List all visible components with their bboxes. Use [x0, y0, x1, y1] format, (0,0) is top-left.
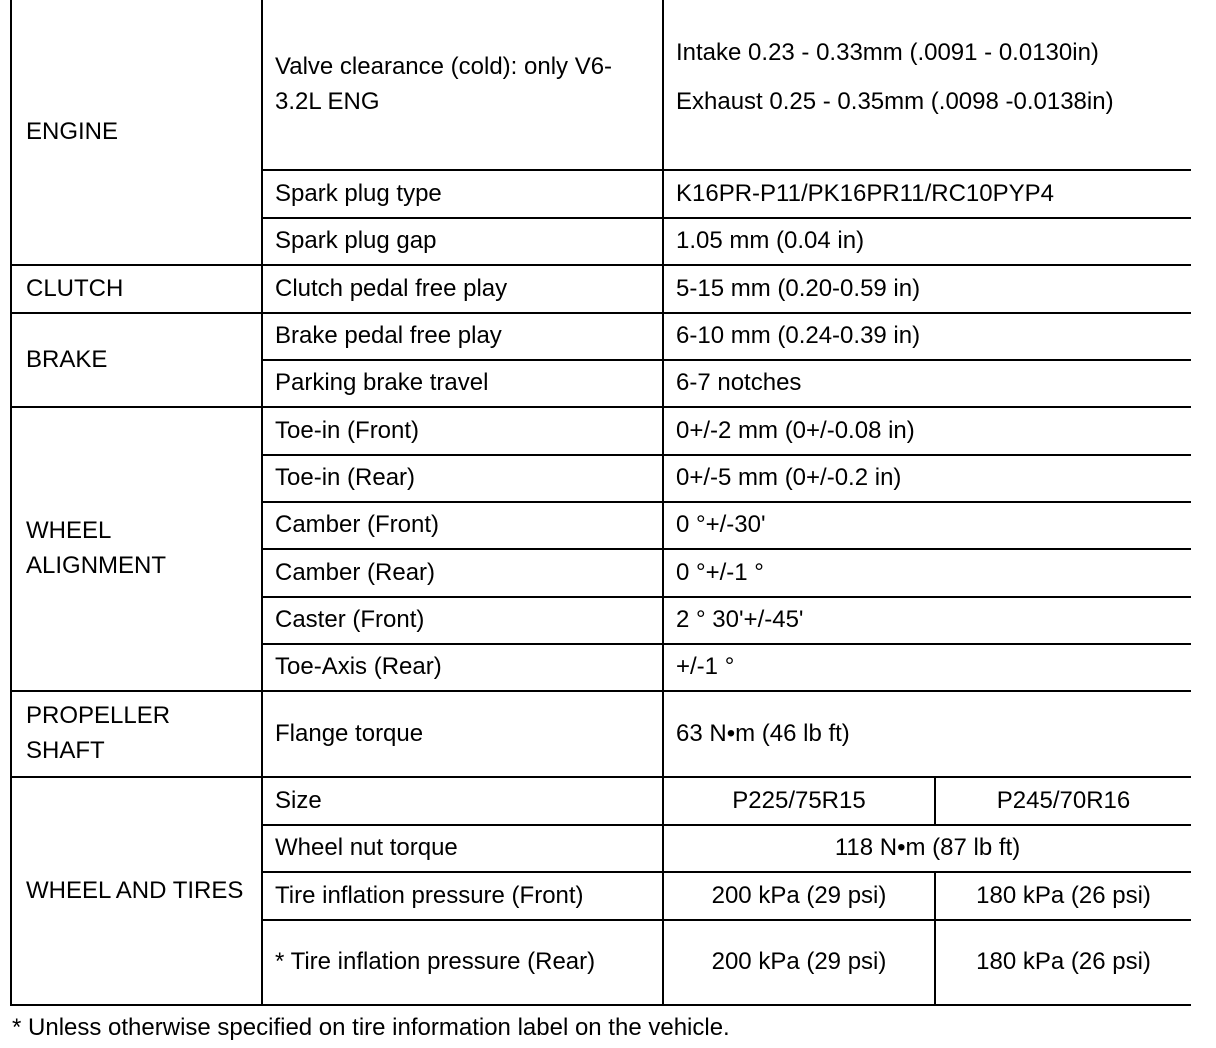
value-caster-front: 2 ° 30'+/-45' — [663, 597, 1191, 644]
item-toe-in-rear: Toe-in (Rear) — [262, 455, 663, 502]
value-clutch-free-play: 5-15 mm (0.20-0.59 in) — [663, 265, 1191, 313]
item-caster-front: Caster (Front) — [262, 597, 663, 644]
item-tire-size: Size — [262, 777, 663, 825]
category-wheel-and-tires: WHEEL AND TIRES — [11, 777, 262, 1005]
table-row — [11, 0, 1191, 170]
value-parking-brake-travel: 6-7 notches — [663, 360, 1191, 407]
item-toe-axis-rear: Toe-Axis (Rear) — [262, 644, 663, 691]
category-wheel-alignment: WHEEL ALIGNMENT — [11, 407, 262, 691]
item-tire-pressure-front: Tire inflation pressure (Front) — [262, 872, 663, 920]
category-clutch: CLUTCH — [11, 265, 262, 313]
category-brake: BRAKE — [11, 313, 262, 407]
value-valve-exhaust: Exhaust 0.25 - 0.35mm (.0098 -0.0138in) — [676, 87, 1114, 115]
value-camber-rear: 0 °+/-1 ° — [663, 549, 1191, 597]
item-clutch-free-play: Clutch pedal free play — [262, 265, 663, 313]
table-row — [11, 313, 1191, 360]
value-tire-size-b: P245/70R16 — [935, 777, 1191, 825]
value-valve-clearance — [663, 0, 1191, 170]
table-row — [11, 265, 1191, 313]
table-row — [11, 777, 1191, 825]
item-brake-pedal-free-play: Brake pedal free play — [262, 313, 663, 360]
item-toe-in-front: Toe-in (Front) — [262, 407, 663, 455]
table-row — [11, 691, 1191, 777]
value-camber-front: 0 °+/-30' — [663, 502, 1191, 549]
table-row — [11, 407, 1191, 455]
item-flange-torque: Flange torque — [262, 691, 663, 777]
value-brake-pedal-free-play: 6-10 mm (0.24-0.39 in) — [663, 313, 1191, 360]
item-camber-rear: Camber (Rear) — [262, 549, 663, 597]
value-valve-intake: Intake 0.23 - 0.33mm (.0091 - 0.0130in) — [676, 38, 1099, 66]
value-flange-torque: 63 N•m (46 lb ft) — [663, 691, 1191, 777]
value-tire-pressure-rear-a: 200 kPa (29 psi) — [663, 920, 935, 1005]
value-toe-in-rear: 0+/-5 mm (0+/-0.2 in) — [663, 455, 1191, 502]
value-spark-plug-type: K16PR-P11/PK16PR11/RC10PYP4 — [663, 170, 1191, 218]
item-spark-plug-gap: Spark plug gap — [262, 218, 663, 265]
value-toe-axis-rear: +/-1 ° — [663, 644, 1191, 691]
value-tire-pressure-front-a: 200 kPa (29 psi) — [663, 872, 935, 920]
item-spark-plug-type: Spark plug type — [262, 170, 663, 218]
value-wheel-nut-torque: 118 N•m (87 lb ft) — [663, 825, 1191, 872]
category-engine: ENGINE — [11, 0, 262, 265]
item-tire-pressure-rear: * Tire inflation pressure (Rear) — [262, 920, 663, 1005]
value-tire-size-a: P225/75R15 — [663, 777, 935, 825]
category-propeller-shaft: PROPELLER SHAFT — [11, 691, 262, 777]
value-tire-pressure-front-b: 180 kPa (26 psi) — [935, 872, 1191, 920]
item-parking-brake-travel: Parking brake travel — [262, 360, 663, 407]
value-spark-plug-gap: 1.05 mm (0.04 in) — [663, 218, 1191, 265]
footnote: * Unless otherwise specified on tire information label on the vehicle. — [12, 1014, 730, 1041]
item-valve-clearance: Valve clearance (cold): only V6-3.2L ENG — [262, 0, 663, 170]
item-wheel-nut-torque: Wheel nut torque — [262, 825, 663, 872]
specifications-table — [10, 0, 1191, 1006]
value-toe-in-front: 0+/-2 mm (0+/-0.08 in) — [663, 407, 1191, 455]
item-camber-front: Camber (Front) — [262, 502, 663, 549]
value-tire-pressure-rear-b: 180 kPa (26 psi) — [935, 920, 1191, 1005]
